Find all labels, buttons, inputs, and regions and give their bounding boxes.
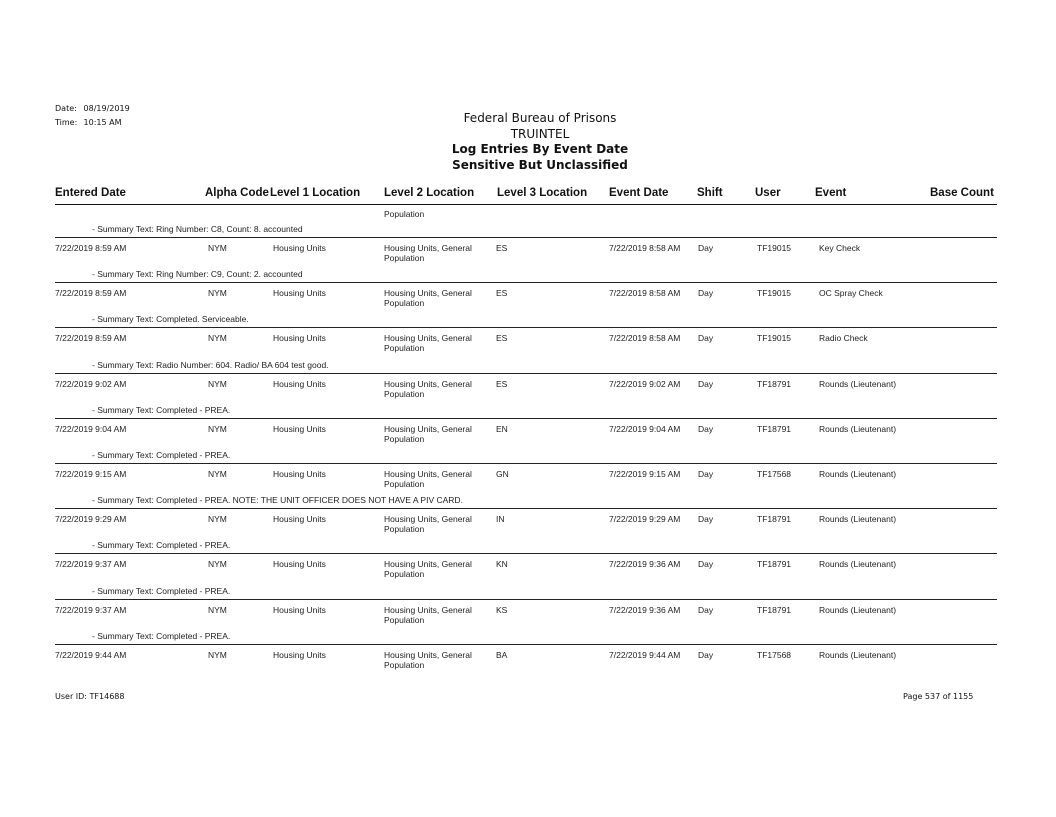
- report-time: [55, 117, 122, 128]
- level1-location-cell: Housing Units: [273, 649, 326, 660]
- time-value: 10:15 AM: [83, 118, 122, 127]
- level3-location-cell: ES: [496, 243, 508, 253]
- level2-location-cell: Housing Units, General Population: [384, 514, 472, 535]
- shift-cell: Day: [698, 423, 714, 434]
- event-cell: Rounds (Lieutenant): [819, 649, 897, 660]
- level2-location-cell: Housing Units, General Population: [384, 378, 472, 399]
- page-number: Page 537 of 1155: [903, 692, 974, 701]
- alpha-code-cell: NYM: [208, 649, 227, 660]
- alpha-code-cell: NYM: [208, 333, 227, 344]
- col-entered-date: Entered Date: [55, 187, 126, 199]
- user-cell: TF18791: [757, 604, 792, 615]
- user-cell: TF19015: [757, 243, 792, 253]
- row-divider: [55, 508, 997, 509]
- col-user: User: [755, 187, 781, 199]
- summary-text: - Summary Text: Completed - PREA.: [92, 585, 231, 596]
- user-id-value: TF14688: [89, 692, 125, 701]
- level1-location-cell: Housing Units: [273, 333, 326, 344]
- row-divider: [55, 644, 997, 645]
- level3-location-cell: BA: [496, 649, 508, 660]
- summary-text: - Summary Text: Ring Number: C9, Count: 2. accounted: [92, 269, 303, 280]
- user-cell: TF19015: [757, 333, 792, 344]
- entered-date-cell: 7/22/2019 8:59 AM: [55, 243, 127, 253]
- entered-date-cell: 7/22/2019 8:59 AM: [55, 288, 127, 299]
- event-cell: Rounds (Lieutenant): [819, 604, 897, 615]
- event-date-cell: 7/22/2019 9:29 AM: [609, 514, 681, 525]
- level1-location-cell: Housing Units: [273, 559, 326, 570]
- org-name: Federal Bureau of Prisons: [463, 111, 617, 125]
- user-cell: TF18791: [757, 423, 792, 434]
- shift-cell: Day: [698, 469, 714, 479]
- user-cell: TF18791: [757, 559, 792, 570]
- alpha-code-cell: NYM: [208, 423, 227, 434]
- event-date-cell: 7/22/2019 9:36 AM: [609, 559, 681, 570]
- date-label: Date:: [55, 104, 77, 113]
- level2-location-cell: Housing Units, General Population: [384, 288, 472, 309]
- entered-date-cell: 7/22/2019 9:37 AM: [55, 559, 127, 570]
- summary-text: - Summary Text: Completed - PREA. NOTE: THE UNIT OFFICER DOES NOT HAVE A PIV CARD.: [92, 495, 463, 506]
- entered-date-cell: 7/22/2019 9:44 AM: [55, 649, 127, 660]
- col-base-count: Base Count: [930, 187, 994, 199]
- user-id-label: User ID:: [55, 692, 87, 701]
- col-event-date: Event Date: [609, 187, 669, 199]
- shift-cell: Day: [698, 649, 714, 660]
- alpha-code-cell: NYM: [208, 378, 227, 389]
- level1-location-cell: Housing Units: [273, 288, 326, 299]
- header-rule: [55, 204, 997, 205]
- user-cell: TF17568: [757, 469, 792, 479]
- col-event: Event: [815, 187, 847, 199]
- col-level3-location: Level 3 Location: [497, 187, 588, 199]
- event-date-cell: 7/22/2019 8:58 AM: [609, 333, 681, 344]
- alpha-code-cell: NYM: [208, 604, 227, 615]
- event-cell: Rounds (Lieutenant): [819, 469, 897, 479]
- level2-location-cell: Housing Units, General Population: [384, 333, 472, 354]
- event-date-cell: 7/22/2019 9:04 AM: [609, 423, 681, 434]
- shift-cell: Day: [698, 604, 714, 615]
- user-cell: TF17568: [757, 649, 792, 660]
- shift-cell: Day: [698, 559, 714, 570]
- alpha-code-cell: NYM: [208, 469, 227, 479]
- summary-text: - Summary Text: Completed - PREA.: [92, 450, 231, 460]
- level3-location-cell: ES: [496, 288, 508, 299]
- event-date-cell: 7/22/2019 9:44 AM: [609, 649, 681, 660]
- event-cell: Rounds (Lieutenant): [819, 423, 897, 434]
- level3-location-cell: EN: [496, 423, 508, 434]
- report-title-block: [340, 111, 740, 173]
- level2-location-cell: Housing Units, General Population: [384, 469, 472, 489]
- date-value: 08/19/2019: [83, 104, 130, 113]
- level2-location-cell: Housing Units, General Population: [384, 649, 472, 670]
- level2-location-cell: Housing Units, General Population: [384, 243, 472, 263]
- alpha-code-cell: NYM: [208, 243, 227, 253]
- event-date-cell: 7/22/2019 8:58 AM: [609, 243, 681, 253]
- row-divider: [55, 599, 997, 600]
- event-date-cell: 7/22/2019 9:02 AM: [609, 378, 681, 389]
- col-shift: Shift: [697, 187, 723, 199]
- event-cell: Rounds (Lieutenant): [819, 559, 897, 570]
- summary-text: - Summary Text: Radio Number: 604. Radio/ BA 604 test good.: [92, 359, 329, 370]
- level1-location-cell: Housing Units: [273, 469, 326, 479]
- alpha-code-cell: NYM: [208, 559, 227, 570]
- row-divider: [55, 418, 997, 419]
- row-divider: [55, 553, 997, 554]
- event-cell: Radio Check: [819, 333, 868, 344]
- event-cell: Key Check: [819, 243, 861, 253]
- entered-date-cell: 7/22/2019 9:15 AM: [55, 469, 127, 479]
- event-date-cell: 7/22/2019 9:15 AM: [609, 469, 681, 479]
- level3-location-cell: ES: [496, 333, 508, 344]
- row-divider: [55, 237, 997, 238]
- footer-user-id: [55, 692, 124, 701]
- alpha-code-cell: NYM: [208, 288, 227, 299]
- row-divider: [55, 327, 997, 328]
- summary-text: - Summary Text: Completed. Serviceable.: [92, 314, 249, 325]
- level3-location-cell: GN: [496, 469, 509, 479]
- entered-date-cell: 7/22/2019 8:59 AM: [55, 333, 127, 344]
- report-name: Log Entries By Event Date: [451, 142, 629, 156]
- summary-text: - Summary Text: Completed - PREA.: [92, 540, 231, 551]
- level2-location-cell: Housing Units, General Population: [384, 604, 472, 625]
- report-date: [55, 103, 130, 114]
- level1-location-cell: Housing Units: [273, 604, 326, 615]
- level1-location-cell: Housing Units: [273, 243, 326, 253]
- alpha-code-cell: NYM: [208, 514, 227, 525]
- shift-cell: Day: [698, 243, 714, 253]
- shift-cell: Day: [698, 378, 714, 389]
- row-divider: [55, 282, 997, 283]
- event-cell: Rounds (Lieutenant): [819, 514, 897, 525]
- shift-cell: Day: [698, 514, 714, 525]
- event-cell: Rounds (Lieutenant): [819, 378, 897, 389]
- event-date-cell: 7/22/2019 9:36 AM: [609, 604, 681, 615]
- carryover-text: Population: [384, 209, 425, 219]
- level3-location-cell: KS: [496, 604, 508, 615]
- level1-location-cell: Housing Units: [273, 514, 326, 525]
- row-divider: [55, 463, 997, 464]
- level3-location-cell: KN: [496, 559, 508, 570]
- level2-location-cell: Housing Units, General Population: [384, 559, 472, 580]
- entered-date-cell: 7/22/2019 9:02 AM: [55, 378, 127, 389]
- entered-date-cell: 7/22/2019 9:04 AM: [55, 423, 127, 434]
- shift-cell: Day: [698, 333, 714, 344]
- shift-cell: Day: [698, 288, 714, 299]
- level2-location-cell: Housing Units, General Population: [384, 423, 472, 444]
- level3-location-cell: ES: [496, 378, 508, 389]
- level3-location-cell: IN: [496, 514, 505, 525]
- time-label: Time:: [55, 118, 78, 127]
- summary-text: - Summary Text: Completed - PREA.: [92, 630, 231, 641]
- classification: Sensitive But Unclassified: [452, 157, 628, 172]
- system-name: TRUINTEL: [510, 126, 570, 141]
- row-divider: [55, 373, 997, 374]
- level1-location-cell: Housing Units: [273, 423, 326, 434]
- event-cell: OC Spray Check: [819, 288, 883, 299]
- col-level2-location: Level 2 Location: [384, 187, 475, 199]
- event-date-cell: 7/22/2019 8:58 AM: [609, 288, 681, 299]
- level1-location-cell: Housing Units: [273, 378, 326, 389]
- user-cell: TF18791: [757, 378, 792, 389]
- user-cell: TF18791: [757, 514, 792, 525]
- user-cell: TF19015: [757, 288, 792, 299]
- col-level1-location: Level 1 Location: [270, 187, 361, 199]
- summary-text: - Summary Text: Completed - PREA.: [92, 404, 231, 415]
- summary-text: - Summary Text: Ring Number: C8, Count: 8. accounted: [92, 224, 303, 234]
- entered-date-cell: 7/22/2019 9:37 AM: [55, 604, 127, 615]
- col-alpha-code: Alpha Code: [205, 187, 269, 199]
- entered-date-cell: 7/22/2019 9:29 AM: [55, 514, 127, 525]
